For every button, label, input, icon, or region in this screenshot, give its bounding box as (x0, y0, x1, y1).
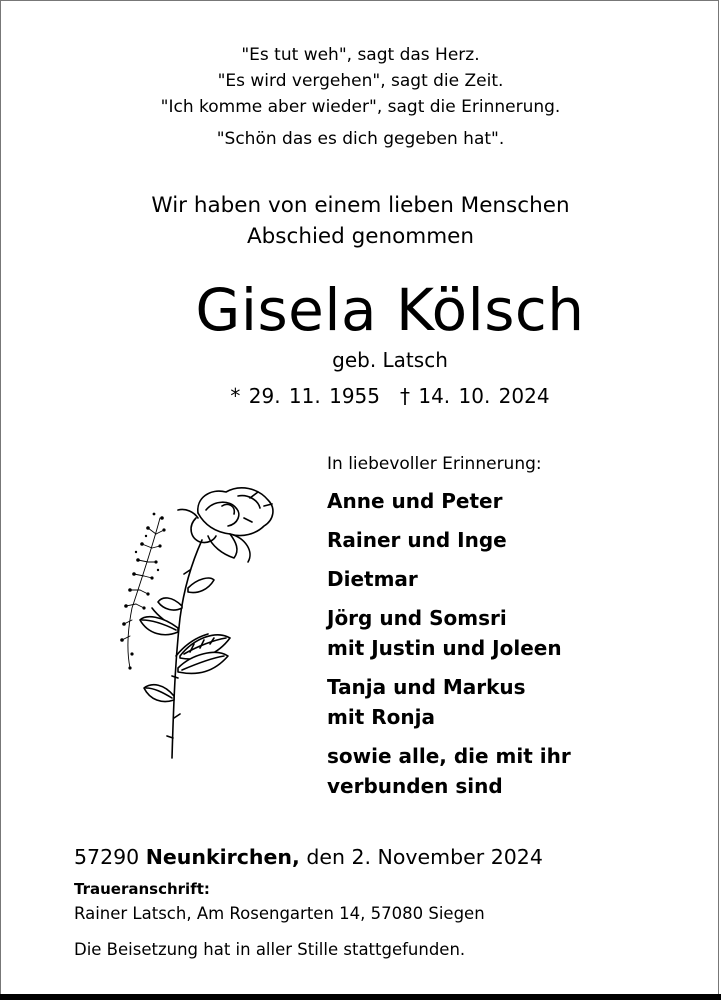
mourner-line: sowie alle, die mit ihr (327, 744, 571, 768)
intro-line: Abschied genommen (246, 224, 475, 249)
mourner-line: Anne und Peter (327, 489, 503, 513)
mourner-group (327, 486, 571, 516)
intro-text (0, 190, 721, 252)
death-date: † 14. 10. 2024 (400, 384, 550, 408)
place-date-line (74, 842, 543, 872)
life-dates (0, 381, 721, 411)
birth-name: geb. Latsch (332, 348, 448, 372)
mourner-line: mit Ronja (327, 705, 435, 729)
mourner-line: verbunden sind (327, 774, 503, 798)
mourner-group (327, 564, 571, 594)
mourner-line: mit Justin und Joleen (327, 636, 562, 660)
mourner-line: Tanja und Markus (327, 675, 526, 699)
mourner-group (327, 741, 571, 801)
burial-note: Die Beisetzung hat in aller Stille stattgefunden. (74, 940, 466, 959)
mourner-group (327, 603, 571, 663)
poem-line: "Schön das es dich gegeben hat". (216, 129, 505, 149)
page-border-bottom (0, 994, 721, 1000)
birth-date: * 29. 11. 1955 (230, 384, 380, 408)
poem-line: "Ich komme aber wieder", sagt die Erinnerung. (160, 97, 561, 117)
mourner-line: Jörg und Somsri (327, 606, 507, 630)
deceased-name: Gisela Kölsch (195, 276, 585, 344)
mourners-list (327, 486, 571, 810)
poem (0, 42, 721, 152)
poem-line: "Es tut weh", sagt das Herz. (241, 45, 480, 65)
intro-line: Wir haben von einem lieben Menschen (151, 193, 570, 218)
rose-icon (118, 478, 283, 768)
mourner-line: Rainer und Inge (327, 528, 507, 552)
mourner-group (327, 672, 571, 732)
poem-line: "Es wird vergehen", sagt die Zeit. (217, 71, 504, 91)
date-text: den 2. November 2024 (306, 845, 543, 869)
town: Neunkirchen, (145, 845, 300, 869)
mourner-group (327, 525, 571, 555)
postal-code: 57290 (74, 845, 140, 869)
address-label: Traueranschrift: (74, 880, 210, 898)
mourning-address: Rainer Latsch, Am Rosengarten 14, 57080 Siegen (74, 904, 485, 923)
mourners-label: In liebevoller Erinnerung: (327, 454, 542, 474)
mourner-line: Dietmar (327, 567, 418, 591)
